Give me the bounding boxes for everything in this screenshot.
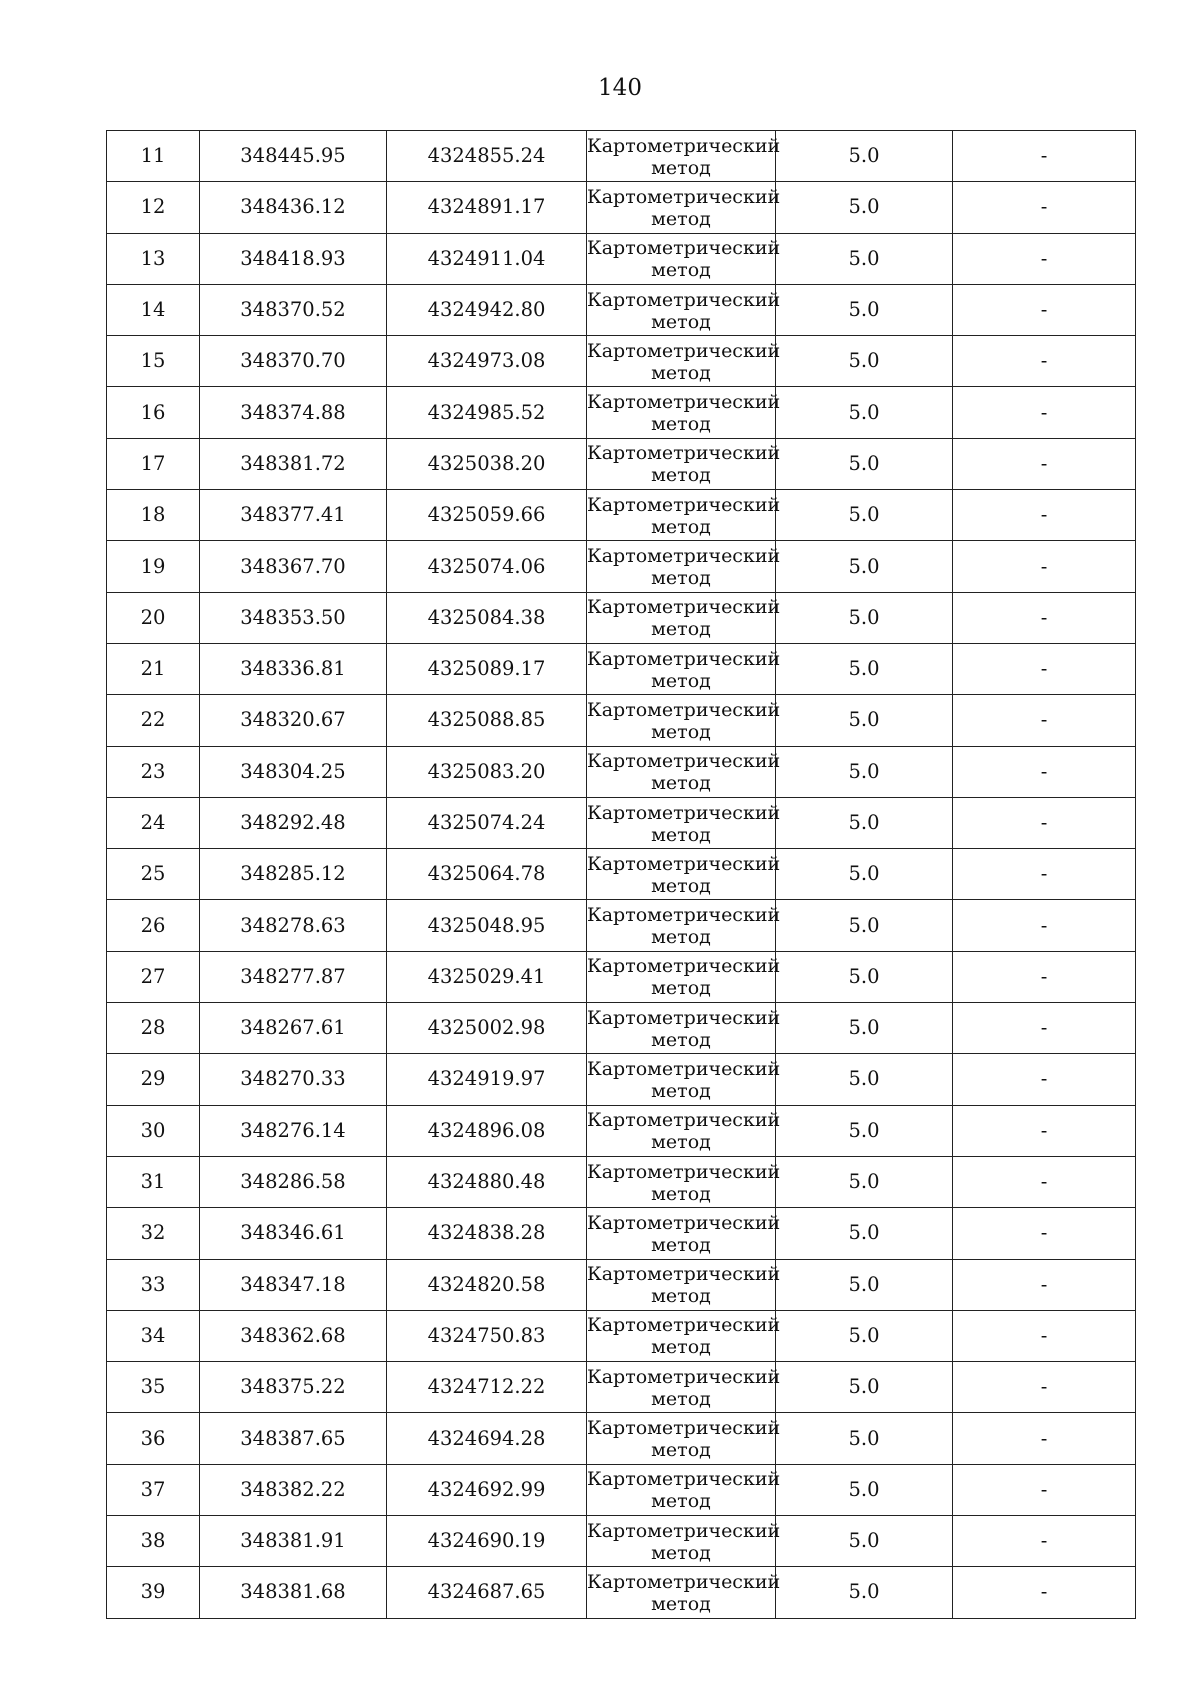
note-cell: - [953, 951, 1136, 1002]
method-line-2: метод [651, 1233, 711, 1256]
method-line-1: Картометрический [587, 1263, 781, 1286]
y-coordinate-cell: 4325048.95 [387, 900, 587, 951]
y-coordinate-cell: 4324919.97 [387, 1054, 587, 1105]
y-coordinate-cell: 4325084.38 [387, 592, 587, 643]
table-row [107, 387, 1136, 438]
method-line-2: метод [651, 720, 711, 743]
point-number-cell: 16 [107, 387, 200, 438]
method-line-1: Картометрический [587, 237, 781, 260]
x-coordinate-cell: 348278.63 [200, 900, 387, 951]
method-cell [587, 1516, 781, 1567]
method-line-2: метод [651, 207, 711, 230]
table-row [107, 797, 1136, 848]
method-cell [587, 284, 781, 335]
method-line-1: Картометрический [587, 545, 781, 568]
note-cell: - [953, 438, 1136, 489]
table-row [107, 1003, 1136, 1054]
x-coordinate-cell: 348381.72 [200, 438, 387, 489]
method-line-1: Картометрический [587, 1211, 781, 1234]
x-coordinate-cell: 348387.65 [200, 1413, 387, 1464]
y-coordinate-cell: 4324942.80 [387, 284, 587, 335]
x-coordinate-cell: 348374.88 [200, 387, 387, 438]
method-cell [587, 1464, 781, 1515]
method-line-2: метод [651, 567, 711, 590]
accuracy-cell: 5.0 [776, 1259, 953, 1310]
y-coordinate-cell: 4325064.78 [387, 849, 587, 900]
method-line-2: метод [651, 874, 711, 897]
note-cell: - [953, 131, 1136, 182]
x-coordinate-cell: 348418.93 [200, 233, 387, 284]
accuracy-cell: 5.0 [776, 1567, 953, 1618]
y-coordinate-cell: 4325074.24 [387, 797, 587, 848]
point-number-cell: 17 [107, 438, 200, 489]
accuracy-cell: 5.0 [776, 1003, 953, 1054]
x-coordinate-cell: 348276.14 [200, 1105, 387, 1156]
y-coordinate-cell: 4324855.24 [387, 131, 587, 182]
point-number-cell: 34 [107, 1310, 200, 1361]
point-number-cell: 24 [107, 797, 200, 848]
method-cell [587, 1362, 781, 1413]
method-line-2: метод [651, 259, 711, 282]
method-line-1: Картометрический [587, 185, 781, 208]
method-line-1: Картометрический [587, 801, 781, 824]
method-line-1: Картометрический [587, 1057, 781, 1080]
method-line-2: метод [651, 618, 711, 641]
note-cell: - [953, 1054, 1136, 1105]
method-line-2: метод [651, 1079, 711, 1102]
table-row [107, 233, 1136, 284]
point-number-cell: 36 [107, 1413, 200, 1464]
method-line-1: Картометрический [587, 647, 781, 670]
method-cell [587, 336, 781, 387]
x-coordinate-cell: 348346.61 [200, 1208, 387, 1259]
table-row [107, 1208, 1136, 1259]
point-number-cell: 37 [107, 1464, 200, 1515]
point-number-cell: 23 [107, 746, 200, 797]
accuracy-cell: 5.0 [776, 900, 953, 951]
method-cell [587, 797, 781, 848]
note-cell: - [953, 1208, 1136, 1259]
y-coordinate-cell: 4325029.41 [387, 951, 587, 1002]
method-line-1: Картометрический [587, 1468, 781, 1491]
method-cell [587, 695, 781, 746]
note-cell: - [953, 797, 1136, 848]
accuracy-cell: 5.0 [776, 1105, 953, 1156]
y-coordinate-cell: 4324838.28 [387, 1208, 587, 1259]
point-number-cell: 19 [107, 541, 200, 592]
point-number-cell: 13 [107, 233, 200, 284]
point-number-cell: 18 [107, 490, 200, 541]
table-row [107, 541, 1136, 592]
method-line-2: метод [651, 669, 711, 692]
method-line-2: метод [651, 1387, 711, 1410]
note-cell: - [953, 643, 1136, 694]
x-coordinate-cell: 348267.61 [200, 1003, 387, 1054]
method-line-2: метод [651, 772, 711, 795]
point-number-cell: 32 [107, 1208, 200, 1259]
method-line-2: метод [651, 1028, 711, 1051]
method-line-2: метод [651, 1490, 711, 1513]
method-line-1: Картометрический [587, 698, 781, 721]
x-coordinate-cell: 348436.12 [200, 182, 387, 233]
page-number: 140 [598, 75, 642, 101]
table-row [107, 1464, 1136, 1515]
accuracy-cell: 5.0 [776, 490, 953, 541]
method-cell [587, 131, 781, 182]
table-row [107, 131, 1136, 182]
point-number-cell: 29 [107, 1054, 200, 1105]
point-number-cell: 22 [107, 695, 200, 746]
point-number-cell: 20 [107, 592, 200, 643]
x-coordinate-cell: 348347.18 [200, 1259, 387, 1310]
point-number-cell: 11 [107, 131, 200, 182]
note-cell: - [953, 1156, 1136, 1207]
note-cell: - [953, 1567, 1136, 1618]
table-row [107, 1516, 1136, 1567]
point-number-cell: 30 [107, 1105, 200, 1156]
note-cell: - [953, 849, 1136, 900]
accuracy-cell: 5.0 [776, 643, 953, 694]
table-row [107, 900, 1136, 951]
y-coordinate-cell: 4324690.19 [387, 1516, 587, 1567]
method-line-1: Картометрический [587, 493, 781, 516]
accuracy-cell: 5.0 [776, 438, 953, 489]
method-line-1: Картометрический [587, 1109, 781, 1132]
y-coordinate-cell: 4324694.28 [387, 1413, 587, 1464]
table-row [107, 592, 1136, 643]
accuracy-cell: 5.0 [776, 1362, 953, 1413]
note-cell: - [953, 233, 1136, 284]
table-row [107, 746, 1136, 797]
method-cell [587, 182, 781, 233]
method-cell [587, 643, 781, 694]
y-coordinate-cell: 4325038.20 [387, 438, 587, 489]
y-coordinate-cell: 4325089.17 [387, 643, 587, 694]
accuracy-cell: 5.0 [776, 1516, 953, 1567]
x-coordinate-cell: 348381.91 [200, 1516, 387, 1567]
point-number-cell: 28 [107, 1003, 200, 1054]
accuracy-cell: 5.0 [776, 695, 953, 746]
table-row [107, 284, 1136, 335]
accuracy-cell: 5.0 [776, 1054, 953, 1105]
point-number-cell: 21 [107, 643, 200, 694]
y-coordinate-cell: 4325059.66 [387, 490, 587, 541]
note-cell: - [953, 1516, 1136, 1567]
method-cell [587, 592, 781, 643]
method-line-2: метод [651, 413, 711, 436]
accuracy-cell: 5.0 [776, 1208, 953, 1259]
method-line-2: метод [651, 361, 711, 384]
x-coordinate-cell: 348377.41 [200, 490, 387, 541]
point-number-cell: 31 [107, 1156, 200, 1207]
y-coordinate-cell: 4324820.58 [387, 1259, 587, 1310]
point-number-cell: 35 [107, 1362, 200, 1413]
note-cell: - [953, 387, 1136, 438]
point-number-cell: 27 [107, 951, 200, 1002]
method-cell [587, 490, 781, 541]
note-cell: - [953, 1362, 1136, 1413]
note-cell: - [953, 746, 1136, 797]
x-coordinate-cell: 348353.50 [200, 592, 387, 643]
table-row [107, 1413, 1136, 1464]
method-line-1: Картометрический [587, 1417, 781, 1440]
x-coordinate-cell: 348370.70 [200, 336, 387, 387]
table-row [107, 1259, 1136, 1310]
note-cell: - [953, 900, 1136, 951]
y-coordinate-cell: 4324712.22 [387, 1362, 587, 1413]
y-coordinate-cell: 4325074.06 [387, 541, 587, 592]
x-coordinate-cell: 348445.95 [200, 131, 387, 182]
method-cell [587, 1208, 781, 1259]
point-number-cell: 15 [107, 336, 200, 387]
method-line-2: метод [651, 926, 711, 949]
accuracy-cell: 5.0 [776, 849, 953, 900]
y-coordinate-cell: 4325083.20 [387, 746, 587, 797]
table-row [107, 849, 1136, 900]
note-cell: - [953, 1003, 1136, 1054]
method-cell [587, 1259, 781, 1310]
method-line-2: метод [651, 823, 711, 846]
table-row [107, 643, 1136, 694]
note-cell: - [953, 1413, 1136, 1464]
method-line-2: метод [651, 1131, 711, 1154]
note-cell: - [953, 1259, 1136, 1310]
x-coordinate-cell: 348304.25 [200, 746, 387, 797]
table-row [107, 1105, 1136, 1156]
y-coordinate-cell: 4324891.17 [387, 182, 587, 233]
method-line-2: метод [651, 1182, 711, 1205]
x-coordinate-cell: 348381.68 [200, 1567, 387, 1618]
table-row [107, 951, 1136, 1002]
y-coordinate-cell: 4324973.08 [387, 336, 587, 387]
accuracy-cell: 5.0 [776, 541, 953, 592]
method-cell [587, 951, 781, 1002]
table-row [107, 336, 1136, 387]
point-number-cell: 38 [107, 1516, 200, 1567]
table-row [107, 695, 1136, 746]
y-coordinate-cell: 4324880.48 [387, 1156, 587, 1207]
point-number-cell: 39 [107, 1567, 200, 1618]
y-coordinate-cell: 4324911.04 [387, 233, 587, 284]
method-line-2: метод [651, 1285, 711, 1308]
table-row [107, 1054, 1136, 1105]
accuracy-cell: 5.0 [776, 1413, 953, 1464]
method-line-1: Картометрический [587, 1519, 781, 1542]
table-row [107, 1310, 1136, 1361]
accuracy-cell: 5.0 [776, 746, 953, 797]
x-coordinate-cell: 348367.70 [200, 541, 387, 592]
y-coordinate-cell: 4325088.85 [387, 695, 587, 746]
x-coordinate-cell: 348285.12 [200, 849, 387, 900]
method-cell [587, 849, 781, 900]
note-cell: - [953, 336, 1136, 387]
method-line-2: метод [651, 1592, 711, 1615]
note-cell: - [953, 1310, 1136, 1361]
table-row [107, 1567, 1136, 1618]
method-line-1: Картометрический [587, 1314, 781, 1337]
accuracy-cell: 5.0 [776, 284, 953, 335]
method-line-2: метод [651, 310, 711, 333]
method-line-2: метод [651, 464, 711, 487]
note-cell: - [953, 182, 1136, 233]
method-cell [587, 1567, 781, 1618]
method-line-1: Картометрический [587, 1160, 781, 1183]
method-line-1: Картометрический [587, 288, 781, 311]
accuracy-cell: 5.0 [776, 1156, 953, 1207]
table-row [107, 438, 1136, 489]
method-line-1: Картометрический [587, 750, 781, 773]
y-coordinate-cell: 4324750.83 [387, 1310, 587, 1361]
method-line-1: Картометрический [587, 596, 781, 619]
method-line-1: Картометрический [587, 955, 781, 978]
method-line-2: метод [651, 156, 711, 179]
method-line-1: Картометрический [587, 134, 781, 157]
table-row [107, 1362, 1136, 1413]
method-cell [587, 1054, 781, 1105]
method-line-1: Картометрический [587, 339, 781, 362]
method-line-2: метод [651, 1439, 711, 1462]
method-line-1: Картометрический [587, 1006, 781, 1029]
y-coordinate-cell: 4325002.98 [387, 1003, 587, 1054]
x-coordinate-cell: 348270.33 [200, 1054, 387, 1105]
method-line-2: метод [651, 1541, 711, 1564]
method-line-1: Картометрический [587, 852, 781, 875]
x-coordinate-cell: 348286.58 [200, 1156, 387, 1207]
accuracy-cell: 5.0 [776, 131, 953, 182]
method-line-2: метод [651, 1336, 711, 1359]
x-coordinate-cell: 348382.22 [200, 1464, 387, 1515]
y-coordinate-cell: 4324692.99 [387, 1464, 587, 1515]
accuracy-cell: 5.0 [776, 387, 953, 438]
method-cell [587, 438, 781, 489]
method-line-2: метод [651, 977, 711, 1000]
accuracy-cell: 5.0 [776, 951, 953, 1002]
accuracy-cell: 5.0 [776, 336, 953, 387]
method-cell [587, 233, 781, 284]
x-coordinate-cell: 348362.68 [200, 1310, 387, 1361]
note-cell: - [953, 284, 1136, 335]
method-line-1: Картометрический [587, 904, 781, 927]
method-cell [587, 900, 781, 951]
point-number-cell: 14 [107, 284, 200, 335]
note-cell: - [953, 541, 1136, 592]
accuracy-cell: 5.0 [776, 1464, 953, 1515]
accuracy-cell: 5.0 [776, 592, 953, 643]
note-cell: - [953, 490, 1136, 541]
x-coordinate-cell: 348336.81 [200, 643, 387, 694]
accuracy-cell: 5.0 [776, 1310, 953, 1361]
table-row [107, 1156, 1136, 1207]
x-coordinate-cell: 348370.52 [200, 284, 387, 335]
table-body [107, 131, 1136, 1619]
note-cell: - [953, 1105, 1136, 1156]
point-number-cell: 12 [107, 182, 200, 233]
method-cell [587, 541, 781, 592]
method-line-1: Картометрический [587, 1365, 781, 1388]
method-cell [587, 1310, 781, 1361]
point-number-cell: 25 [107, 849, 200, 900]
note-cell: - [953, 592, 1136, 643]
note-cell: - [953, 1464, 1136, 1515]
accuracy-cell: 5.0 [776, 182, 953, 233]
y-coordinate-cell: 4324985.52 [387, 387, 587, 438]
table-row [107, 182, 1136, 233]
coordinates-table [106, 130, 1136, 1619]
point-number-cell: 33 [107, 1259, 200, 1310]
y-coordinate-cell: 4324687.65 [387, 1567, 587, 1618]
method-line-1: Картометрический [587, 391, 781, 414]
x-coordinate-cell: 348375.22 [200, 1362, 387, 1413]
x-coordinate-cell: 348320.67 [200, 695, 387, 746]
x-coordinate-cell: 348277.87 [200, 951, 387, 1002]
method-cell [587, 1003, 781, 1054]
method-cell [587, 746, 781, 797]
accuracy-cell: 5.0 [776, 797, 953, 848]
point-number-cell: 26 [107, 900, 200, 951]
method-cell [587, 387, 781, 438]
y-coordinate-cell: 4324896.08 [387, 1105, 587, 1156]
x-coordinate-cell: 348292.48 [200, 797, 387, 848]
note-cell: - [953, 695, 1136, 746]
method-line-2: метод [651, 515, 711, 538]
method-line-1: Картометрический [587, 1570, 781, 1593]
accuracy-cell: 5.0 [776, 233, 953, 284]
method-cell [587, 1105, 781, 1156]
method-cell [587, 1156, 781, 1207]
table-row [107, 490, 1136, 541]
method-cell [587, 1413, 781, 1464]
method-line-1: Картометрический [587, 442, 781, 465]
